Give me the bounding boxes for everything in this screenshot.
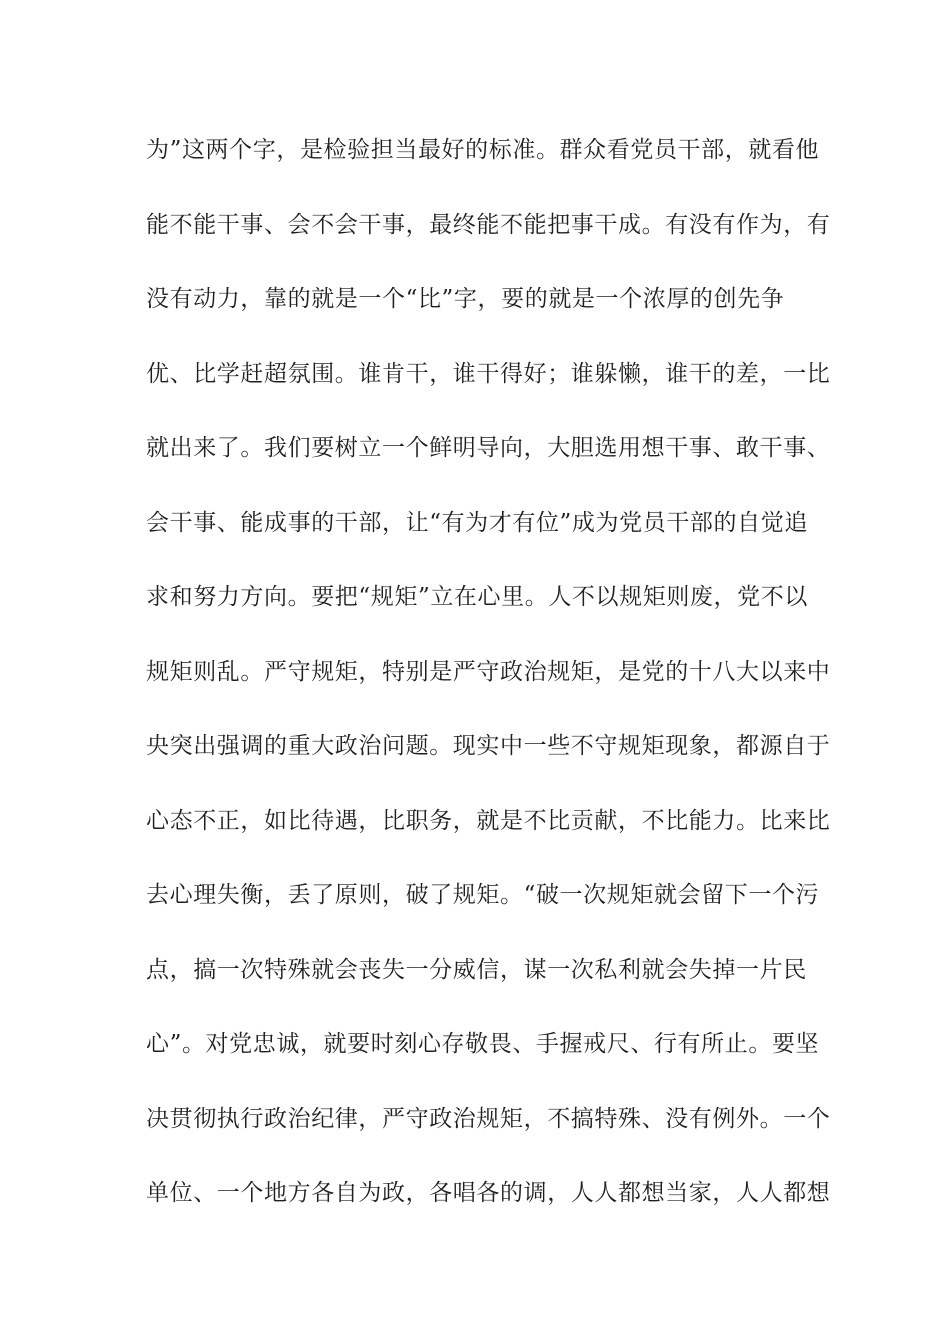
- text-line-10: 心态不正，如比待遇，比职务，就是不比贡献，不比能力。比来比: [146, 807, 831, 834]
- text-line-2: 能不能干事、会不会干事，最终能不能把事干成。有没有作为，有: [146, 211, 831, 238]
- text-line-9: 央突出强调的重大政治问题。现实中一些不守规矩现象，都源自于: [146, 733, 831, 759]
- text-line-8: 规矩则乱。严守规矩，特别是严守政治规矩，是党的十八大以来中: [146, 658, 831, 685]
- text-line-12: 点，搞一次特殊就会丧失一分威信，谋一次私利就会失掉一片民: [146, 956, 807, 983]
- text-line-5: 就出来了。我们要树立一个鲜明导向，大胆选用想干事、敢干事、: [146, 435, 831, 461]
- text-line-11: 去心理失衡，丢了原则，破了规矩。“破一次规矩就会留下一个污: [146, 882, 820, 908]
- text-line-14: 决贯彻执行政治纪律，严守政治规矩，不搞特殊、没有例外。一个: [146, 1105, 831, 1132]
- text-line-4: 优、比学赶超氛围。谁肯干，谁干得好；谁躲懒，谁干的差，一比: [146, 360, 831, 387]
- text-line-15: 单位、一个地方各自为政，各唱各的调，人人都想当家，人人都想: [146, 1180, 831, 1206]
- text-line-6: 会干事、能成事的干部，让“有为才有位”成为党员干部的自觉追: [146, 509, 808, 536]
- text-line-13: 心”。对党忠诚，就要时刻心存敬畏、手握戒尺、行有所止。要坚: [146, 1031, 820, 1057]
- body-text: [146, 128, 831, 1246]
- text-line-7: 求和努力方向。要把“规矩”立在心里。人不以规矩则废，党不以: [146, 584, 808, 610]
- text-line-3: 没有动力，靠的就是一个“比”字，要的就是一个浓厚的创先争: [146, 286, 785, 312]
- text-line-1: 为”这两个字，是检验担当最好的标准。群众看党员干部，就看他: [146, 137, 820, 163]
